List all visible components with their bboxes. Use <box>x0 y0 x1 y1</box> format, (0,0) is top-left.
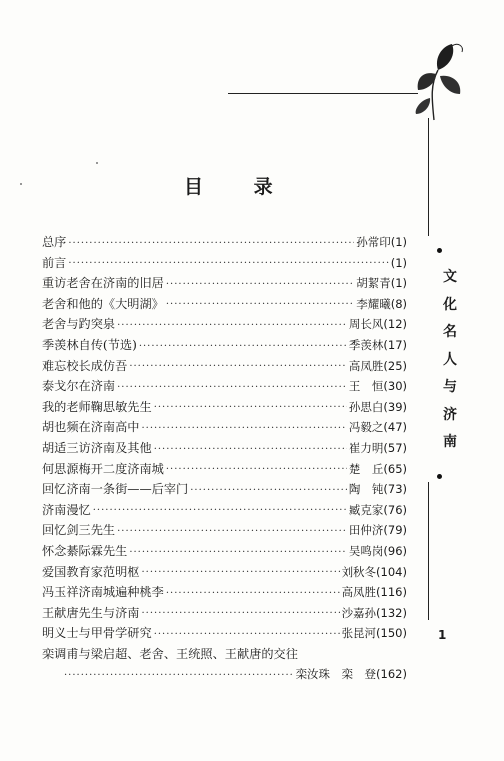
speck <box>20 183 22 185</box>
toc-author-page: 李耀曦(8) <box>356 296 407 311</box>
toc-row[interactable] <box>42 562 407 583</box>
toc-row[interactable] <box>42 623 407 644</box>
toc-author-page: 孙常印(1) <box>356 235 407 249</box>
side-char: 南 <box>443 434 457 450</box>
toc-author-page: 崔力明(57) <box>348 440 407 455</box>
side-rule-middle <box>428 482 429 620</box>
toc-title: 重访老舍在济南的旧居 <box>42 276 164 291</box>
page-title: 目 录 <box>184 176 295 198</box>
toc-title: 济南漫忆 <box>42 502 91 517</box>
toc-author-page: (1) <box>390 255 407 270</box>
toc-row[interactable] <box>42 520 407 541</box>
toc-title: 季羡林自传(节选) <box>42 337 137 352</box>
side-dot-top <box>437 248 442 253</box>
toc-title: 何思源梅开二度济南城 <box>42 461 164 476</box>
toc-leader <box>190 482 347 500</box>
toc-row[interactable] <box>42 459 407 480</box>
toc-leader <box>166 585 340 603</box>
toc-leader <box>142 605 340 623</box>
toc-row[interactable] <box>42 356 407 377</box>
toc-leader <box>117 317 347 335</box>
toc-title: 回忆济南一条街——后宰门 <box>42 482 189 497</box>
toc-title: 明义士与甲骨学研究 <box>42 626 152 641</box>
top-rule <box>228 93 418 94</box>
toc-title: 爱国教育家范明枢 <box>42 564 140 579</box>
toc-title: 老舍与趵突泉 <box>42 317 116 332</box>
toc-row[interactable] <box>42 582 407 603</box>
toc-author-page: 臧克家(76) <box>348 502 407 517</box>
toc-title: 怀念綦际霖先生 <box>42 543 128 558</box>
toc-title: 我的老师鞠思敏先生 <box>42 399 152 414</box>
table-of-contents <box>42 232 407 685</box>
flower-illustration <box>404 40 468 122</box>
toc-title: 王献唐先生与济南 <box>42 605 140 620</box>
speck <box>96 162 98 164</box>
toc-leader <box>142 420 347 438</box>
toc-author-page: 高凤胜(116) <box>341 585 407 600</box>
toc-leader <box>142 564 340 582</box>
toc-row[interactable] <box>42 314 407 335</box>
toc-author-page: 冯毅之(47) <box>348 420 407 435</box>
toc-title: 老舍和他的《大明湖》 <box>42 296 164 311</box>
toc-title: 胡适三访济南及其他 <box>42 440 152 455</box>
page-number: 1 <box>438 628 447 642</box>
toc-row[interactable] <box>42 376 407 397</box>
toc-author-page: 季羡林(17) <box>348 337 407 352</box>
toc-author-page: 沙嘉孙(132) <box>341 605 407 620</box>
toc-leader <box>129 358 347 376</box>
toc-title: 难忘校长成仿吾 <box>42 358 128 373</box>
toc-row[interactable] <box>42 232 407 253</box>
side-char: 名 <box>443 324 457 340</box>
toc-title: 栾调甫与梁启超、老舍、王统照、王献唐的交往 <box>42 646 298 661</box>
toc-leader <box>117 379 347 397</box>
toc-row[interactable] <box>42 294 407 315</box>
side-char: 济 <box>443 406 457 423</box>
side-char: 与 <box>443 379 457 395</box>
side-char: 化 <box>443 296 457 313</box>
toc-author-page: 高凤胜(25) <box>348 358 407 373</box>
toc-author-page: 吴鸣岗(96) <box>348 543 407 558</box>
toc-row[interactable] <box>42 253 407 274</box>
toc-title: 回忆剑三先生 <box>42 523 116 538</box>
toc-author-page: 张昆河(150) <box>341 626 407 641</box>
toc-title: 泰戈尔在济南 <box>42 379 116 394</box>
toc-leader <box>117 523 347 541</box>
toc-row[interactable] <box>42 644 407 665</box>
toc-row[interactable] <box>42 417 407 438</box>
toc-row[interactable] <box>42 603 407 624</box>
toc-leader <box>93 502 347 520</box>
toc-title: 前言 <box>42 255 67 270</box>
side-char: 人 <box>443 351 457 368</box>
side-title <box>440 264 460 457</box>
toc-row[interactable] <box>42 479 407 500</box>
toc-title: 总序 <box>42 235 67 249</box>
toc-leader <box>129 544 347 562</box>
toc-leader <box>154 399 347 417</box>
side-rule-upper <box>428 118 429 236</box>
toc-row[interactable] <box>42 664 407 685</box>
side-char: 文 <box>443 269 457 285</box>
toc-author-page: 胡絜青(1) <box>356 276 407 291</box>
toc-row[interactable] <box>42 397 407 418</box>
toc-row[interactable] <box>42 273 407 294</box>
toc-row[interactable] <box>42 500 407 521</box>
toc-leader <box>154 626 340 644</box>
toc-author-page: 周长风(12) <box>348 317 407 332</box>
toc-row[interactable] <box>42 541 407 562</box>
toc-author-page: 陶 钝(73) <box>348 482 407 497</box>
toc-leader <box>68 235 354 253</box>
toc-leader <box>68 255 388 273</box>
toc-author-page: 田仲济(79) <box>348 523 407 538</box>
toc-leader <box>154 441 347 459</box>
side-dot-bottom <box>437 474 442 479</box>
toc-author-page: 孙思白(39) <box>348 399 407 414</box>
toc-row[interactable] <box>42 438 407 459</box>
toc-leader <box>64 667 294 685</box>
toc-title: 胡也频在济南高中 <box>42 420 140 435</box>
toc-leader <box>139 338 347 356</box>
toc-title: 冯玉祥济南城遍种桃李 <box>42 585 164 600</box>
toc-author-page: 楚 丘(65) <box>348 461 407 476</box>
toc-row[interactable] <box>42 335 407 356</box>
toc-author-page: 刘秋冬(104) <box>341 564 407 579</box>
toc-author-page: 栾汝珠 栾 登(162) <box>295 667 407 682</box>
toc-leader <box>166 461 347 479</box>
toc-leader <box>166 276 354 294</box>
toc-leader <box>166 296 354 314</box>
toc-author-page: 王 恒(30) <box>348 379 407 394</box>
